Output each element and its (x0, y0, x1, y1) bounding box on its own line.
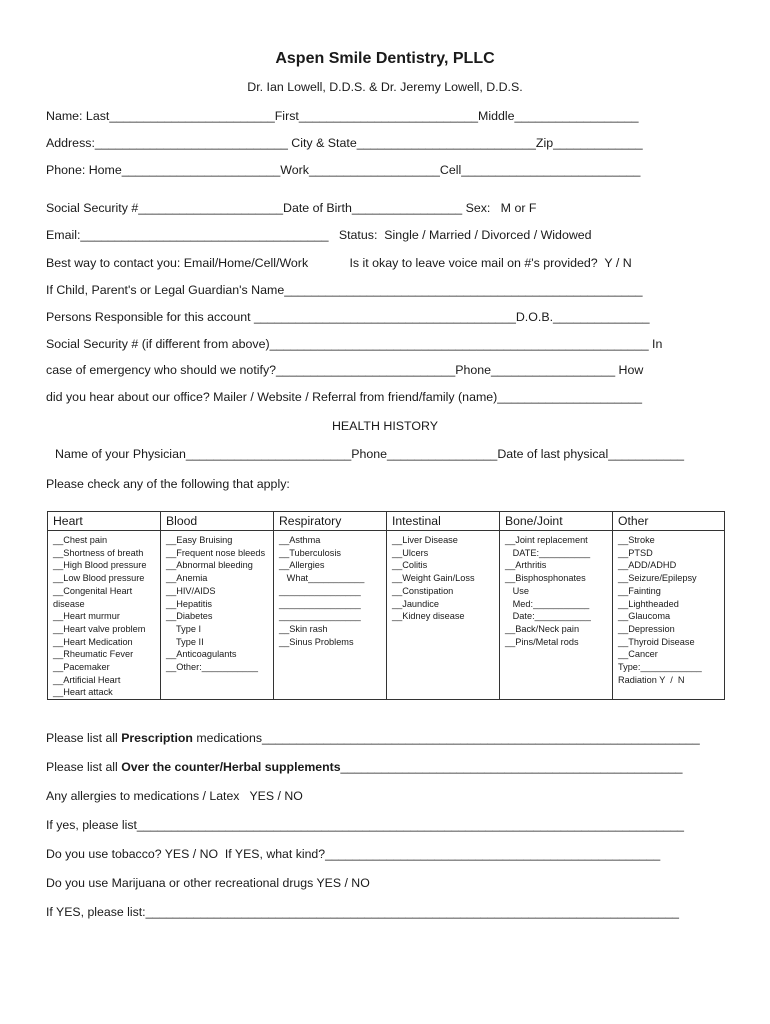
condition-checkbox-item[interactable]: Type II (166, 636, 204, 647)
condition-checkbox-item[interactable]: __Stroke (618, 535, 655, 545)
condition-checkbox-item[interactable]: __HIV/AIDS (166, 585, 216, 596)
col-header-respiratory: Respiratory (279, 514, 342, 528)
intestinal-conditions (387, 531, 499, 699)
col-header-other: Other (618, 514, 649, 528)
otc-prefix: Please list all (46, 760, 122, 774)
condition-checkbox-item[interactable]: __Heart murmur (53, 611, 120, 622)
condition-checkbox-item[interactable]: __Cancer (618, 649, 658, 660)
health-table-body-row (48, 531, 725, 700)
health-history-table (47, 511, 725, 700)
condition-checkbox-item[interactable]: __Frequent nose bleeds (166, 547, 266, 558)
condition-checkbox-item[interactable]: __Ulcers (392, 547, 429, 558)
condition-checkbox-item[interactable]: __Artificial Heart (53, 674, 121, 685)
email-status-line[interactable]: Email:____________________________________ Status: Single / Married / Divorced / Widowed (46, 228, 592, 242)
bone-joint-conditions (500, 531, 612, 699)
condition-checkbox-item[interactable]: __PTSD (618, 547, 653, 558)
condition-checkbox-item[interactable]: __Asthma (279, 535, 321, 545)
col-header-heart: Heart (53, 514, 83, 528)
condition-checkbox-item[interactable]: ________________ (279, 598, 361, 609)
condition-checkbox-item[interactable]: __Other:___________ (166, 662, 258, 673)
condition-checkbox-item[interactable]: __Anemia (166, 573, 208, 584)
condition-checkbox-item[interactable]: __Heart attack (53, 687, 113, 698)
col-header-blood: Blood (166, 514, 198, 528)
condition-checkbox-item[interactable]: __Congenital Heart (53, 585, 133, 596)
condition-checkbox-item[interactable]: __Easy Bruising (166, 535, 233, 545)
page-subtitle: Dr. Ian Lowell, D.D.S. & Dr. Jeremy Lowell, D.D.S. (247, 80, 523, 94)
condition-checkbox-item[interactable]: __Seizure/Epilepsy (618, 573, 697, 584)
condition-checkbox-item[interactable]: __Sinus Problems (279, 636, 354, 647)
otc-supplements-line[interactable] (46, 760, 683, 774)
condition-checkbox-item[interactable]: Date:___________ (505, 611, 591, 622)
condition-checkbox-item[interactable]: __Shortness of breath (53, 547, 144, 558)
condition-checkbox-item[interactable]: __Heart valve problem (53, 623, 146, 634)
condition-checkbox-item[interactable]: __Diabetes (166, 611, 213, 622)
condition-checkbox-item[interactable]: __Lightheaded (618, 598, 679, 609)
responsible-ssn-line[interactable]: Social Security # (if different from above)_______________________________________________________ In (46, 337, 663, 351)
condition-checkbox-item[interactable]: __Jaundice (392, 598, 439, 609)
health-history-heading: HEALTH HISTORY (331, 419, 439, 433)
condition-checkbox-item[interactable]: __Abnormal bleeding (166, 560, 253, 571)
condition-checkbox-item[interactable]: Radiation Y / N (618, 674, 685, 685)
col-header-intestinal: Intestinal (392, 514, 441, 528)
other-conditions (613, 531, 724, 699)
condition-checkbox-item[interactable]: __Hepatitis (166, 598, 212, 609)
rx-bold-label: Prescription (121, 731, 193, 745)
heart-conditions (48, 531, 160, 699)
phone-line[interactable]: Phone: Home_______________________Work___________________Cell__________________________ (46, 163, 641, 177)
condition-checkbox-item[interactable]: __Heart Medication (53, 636, 133, 647)
condition-checkbox-item[interactable]: __Arthritis (505, 560, 547, 571)
condition-checkbox-item[interactable]: Type:____________ (618, 662, 702, 673)
condition-checkbox-item[interactable]: __Tuberculosis (279, 547, 341, 558)
address-line[interactable]: Address:____________________________ City & State__________________________Zip_____________ (46, 136, 643, 150)
marijuana-line[interactable]: Do you use Marijuana or other recreational drugs YES / NO (46, 876, 370, 890)
condition-checkbox-item[interactable]: DATE:__________ (505, 547, 591, 558)
allergies-line[interactable]: Any allergies to medications / Latex YES / NO (46, 789, 303, 803)
rx-prefix: Please list all (46, 731, 122, 745)
condition-checkbox-item[interactable]: __Back/Neck pain (505, 623, 580, 634)
condition-checkbox-item[interactable]: Med:___________ (505, 598, 590, 609)
guardian-line[interactable]: If Child, Parent's or Legal Guardian's Name____________________________________________________ (46, 283, 643, 297)
condition-checkbox-item[interactable]: __Joint replacement (505, 535, 588, 545)
condition-checkbox-item[interactable]: __Weight Gain/Loss (392, 573, 475, 584)
otc-suffix: __________________________________________________ (340, 760, 683, 774)
condition-checkbox-item[interactable]: __Constipation (392, 585, 454, 596)
condition-checkbox-item[interactable]: __Thyroid Disease (618, 636, 695, 647)
physician-line[interactable]: Name of your Physician________________________Phone________________Date of last physical___________ (55, 447, 685, 461)
prescription-meds-line[interactable] (46, 731, 700, 745)
condition-checkbox-item[interactable]: __Skin rash (279, 623, 328, 634)
contact-preference-line[interactable]: Best way to contact you: Email/Home/Cell/Work Is it okay to leave voice mail on #'s provided? Y / N (46, 256, 632, 270)
condition-checkbox-item[interactable]: __Rheumatic Fever (53, 649, 134, 660)
col-header-bone-joint: Bone/Joint (505, 514, 563, 528)
condition-checkbox-item[interactable]: disease (53, 598, 85, 609)
condition-checkbox-item[interactable]: __ADD/ADHD (618, 560, 677, 571)
condition-checkbox-item[interactable]: __Fainting (618, 585, 661, 596)
respiratory-conditions (274, 531, 386, 699)
condition-checkbox-item[interactable]: __Depression (618, 623, 675, 634)
condition-checkbox-item[interactable]: __Low Blood pressure (53, 573, 145, 584)
condition-checkbox-item[interactable]: __Kidney disease (392, 611, 465, 622)
health-table-header-row (48, 512, 725, 531)
condition-checkbox-item[interactable]: Use (505, 585, 529, 596)
condition-checkbox-item[interactable]: __Bisphosphonates (505, 573, 586, 584)
condition-checkbox-item[interactable]: Type I (166, 623, 202, 634)
rx-suffix: medications________________________________________________________________ (192, 731, 700, 745)
referral-line[interactable]: did you hear about our office? Mailer / Website / Referral from friend/family (name)_____________________ (46, 390, 643, 404)
condition-checkbox-item[interactable]: __Pins/Metal rods (505, 636, 579, 647)
condition-checkbox-item[interactable]: __Pacemaker (53, 662, 110, 673)
drugs-list-line[interactable]: If YES, please list:______________________________________________________________________________ (46, 905, 680, 919)
patient-name-line[interactable]: Name: Last________________________First__________________________Middle__________________ (46, 109, 639, 123)
condition-checkbox-item[interactable]: ________________ (279, 585, 361, 596)
condition-checkbox-item[interactable]: __Anticoagulants (166, 649, 237, 660)
condition-checkbox-item[interactable]: __Colitis (392, 560, 428, 571)
condition-checkbox-item[interactable]: __Glaucoma (618, 611, 671, 622)
emergency-contact-line[interactable]: case of emergency who should we notify?__________________________Phone__________________ How (46, 363, 644, 377)
condition-checkbox-item[interactable]: __Chest pain (53, 535, 108, 545)
allergies-list-line[interactable]: If yes, please list________________________________________________________________________________ (46, 818, 685, 832)
condition-checkbox-item[interactable]: __Liver Disease (392, 535, 458, 545)
page-title: Aspen Smile Dentistry, PLLC (275, 50, 495, 67)
responsible-person-line[interactable]: Persons Responsible for this account ______________________________________D.O.B.______________ (46, 310, 650, 324)
blood-conditions (161, 531, 273, 699)
condition-checkbox-item[interactable]: What___________ (279, 573, 365, 584)
condition-checkbox-item[interactable]: __Allergies (279, 560, 325, 571)
ssn-dob-line[interactable]: Social Security #_____________________Date of Birth________________ Sex: M or F (46, 201, 537, 215)
check-prompt: Please check any of the following that apply: (46, 477, 290, 491)
tobacco-line[interactable]: Do you use tobacco? YES / NO If YES, what kind?_________________________________________________ (46, 847, 661, 861)
condition-checkbox-item[interactable]: ________________ (279, 611, 361, 622)
otc-bold-label: Over the counter/Herbal supplements (121, 760, 341, 774)
condition-checkbox-item[interactable]: __High Blood pressure (53, 560, 147, 571)
